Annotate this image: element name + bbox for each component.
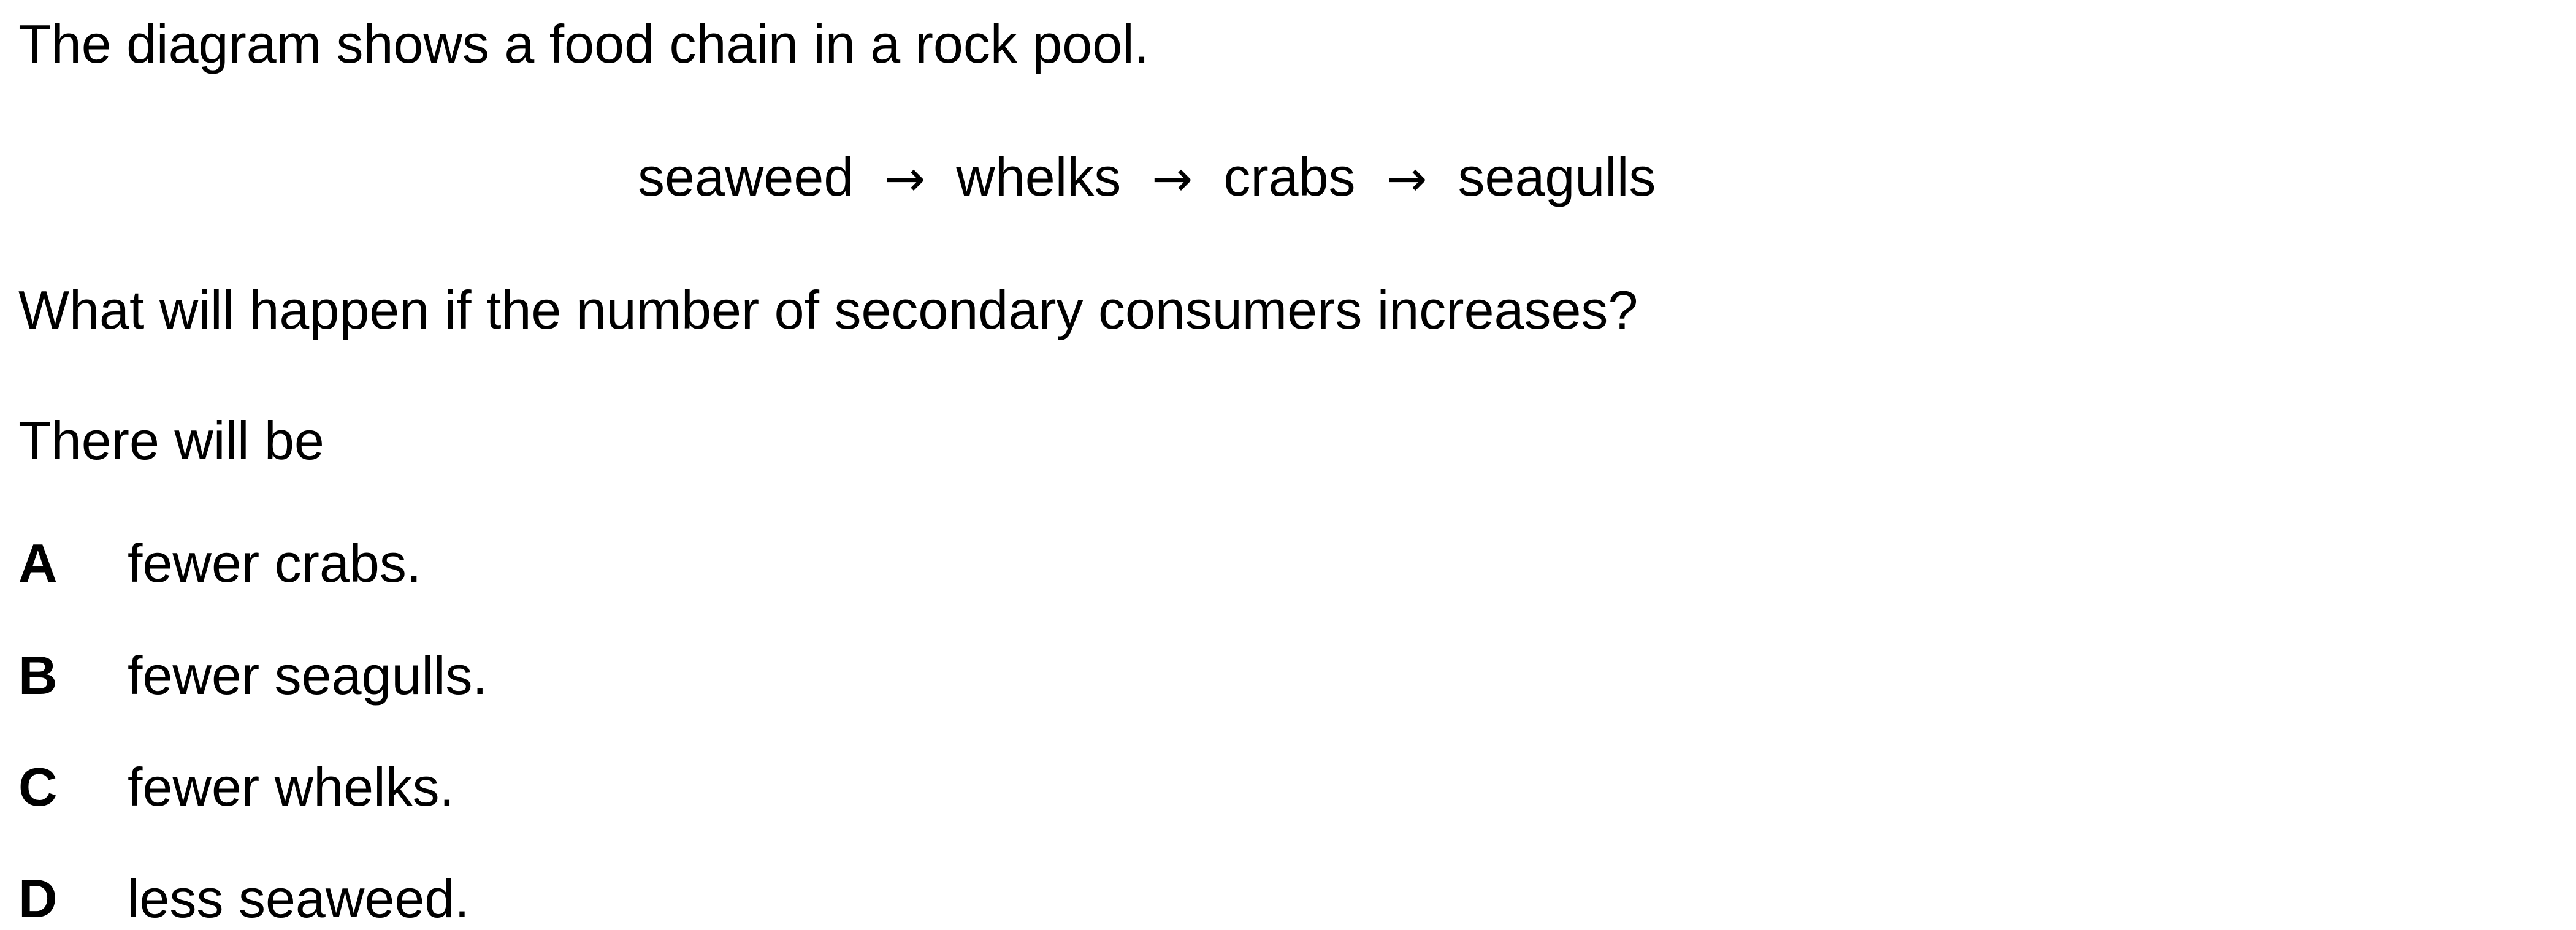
option-letter: D [18, 868, 58, 929]
organism-seagulls: seagulls [1458, 147, 1656, 207]
food-chain-diagram [638, 147, 1656, 207]
organism-seaweed: seaweed [638, 147, 854, 207]
option-text: fewer whelks. [128, 757, 455, 817]
option-text: fewer crabs. [128, 533, 422, 593]
organism-whelks: whelks [956, 147, 1122, 207]
question-stem: There will be [18, 410, 324, 471]
arrow-right-icon: → [1386, 150, 1428, 207]
option-text: less seaweed. [128, 868, 470, 929]
option-letter: B [18, 645, 58, 706]
organism-crabs: crabs [1223, 147, 1356, 207]
option-letter: A [18, 533, 58, 593]
option-letter: C [18, 757, 58, 817]
intro-text: The diagram shows a food chain in a rock pool. [18, 13, 1150, 74]
question-text: What will happen if the number of secondary consumers increases? [18, 280, 1638, 340]
arrow-right-icon: → [1152, 150, 1193, 207]
option-text: fewer seagulls. [128, 645, 487, 706]
arrow-right-icon: → [884, 150, 926, 207]
